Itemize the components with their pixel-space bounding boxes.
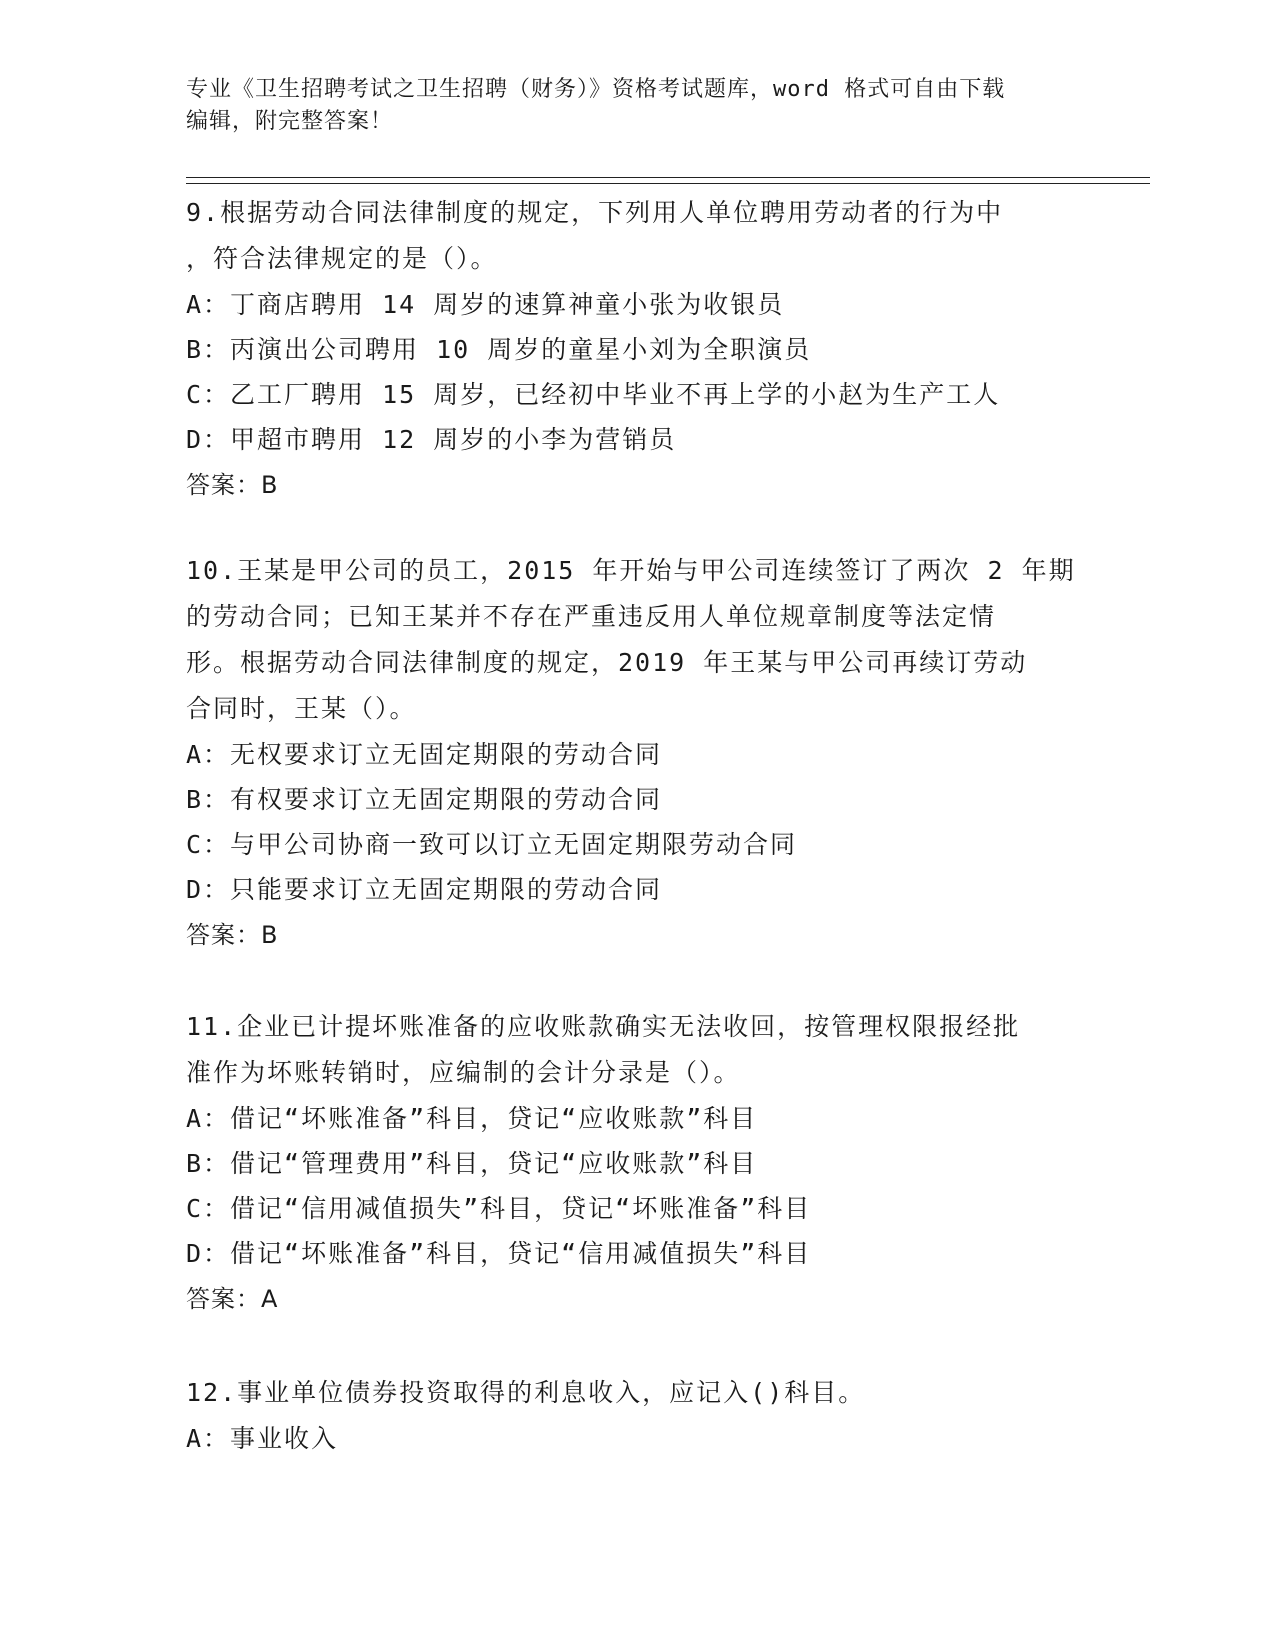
option-c: C：与甲公司协商一致可以订立无固定期限劳动合同 <box>186 830 798 859</box>
option-b: B：借记“管理费用”科目，贷记“应收账款”科目 <box>186 1149 758 1178</box>
question-stem: 12.事业单位债券投资取得的利息收入，应记入()科目。 <box>186 1378 866 1407</box>
question-11 <box>186 1004 1086 1322</box>
answer-label: 答案：B <box>186 921 279 949</box>
option-b: B：丙演出公司聘用 10 周岁的童星小刘为全职演员 <box>186 335 812 364</box>
question-stem: 准作为坏账转销时，应编制的会计分录是（）。 <box>186 1058 741 1087</box>
option-a: A：事业收入 <box>186 1424 339 1453</box>
option-a: A：丁商店聘用 14 周岁的速算神童小张为收银员 <box>186 290 785 319</box>
option-a: A：借记“坏账准备”科目，贷记“应收账款”科目 <box>186 1104 758 1133</box>
option-d: D：只能要求订立无固定期限的劳动合同 <box>186 875 663 904</box>
option-c: C：乙工厂聘用 15 周岁，已经初中毕业不再上学的小赵为生产工人 <box>186 380 1001 409</box>
option-d: D：借记“坏账准备”科目，贷记“信用减值损失”科目 <box>186 1239 812 1268</box>
question-12 <box>186 1370 1086 1461</box>
header-line: 专业《卫生招聘考试之卫生招聘（财务）》资格考试题库，word 格式可自由下载 <box>186 77 1006 102</box>
question-stem: 合同时，王某（）。 <box>186 694 417 723</box>
question-10 <box>186 548 1086 958</box>
option-b: B：有权要求订立无固定期限的劳动合同 <box>186 785 663 814</box>
header-divider <box>186 183 1150 184</box>
option-a: A：无权要求订立无固定期限的劳动合同 <box>186 740 663 769</box>
header-divider <box>186 177 1150 178</box>
question-9 <box>186 190 1086 508</box>
document-header <box>186 74 1086 138</box>
option-c: C：借记“信用减值损失”科目，贷记“坏账准备”科目 <box>186 1194 812 1223</box>
question-stem: ，符合法律规定的是（）。 <box>186 244 498 273</box>
answer-label: 答案：B <box>186 471 279 499</box>
question-stem: 9.根据劳动合同法律制度的规定，下列用人单位聘用劳动者的行为中 <box>186 198 1004 227</box>
header-line: 编辑，附完整答案！ <box>186 109 394 134</box>
answer-label: 答案：A <box>186 1285 279 1313</box>
question-stem: 形。根据劳动合同法律制度的规定，2019 年王某与甲公司再续订劳动 <box>186 648 1028 677</box>
question-stem: 的劳动合同；已知王某并不存在严重违反用人单位规章制度等法定情 <box>186 602 997 631</box>
option-d: D：甲超市聘用 12 周岁的小李为营销员 <box>186 425 677 454</box>
question-stem: 10.王某是甲公司的员工，2015 年开始与甲公司连续签订了两次 2 年期 <box>186 556 1076 585</box>
question-stem: 11.企业已计提坏账准备的应收账款确实无法收回，按管理权限报经批 <box>186 1012 1021 1041</box>
